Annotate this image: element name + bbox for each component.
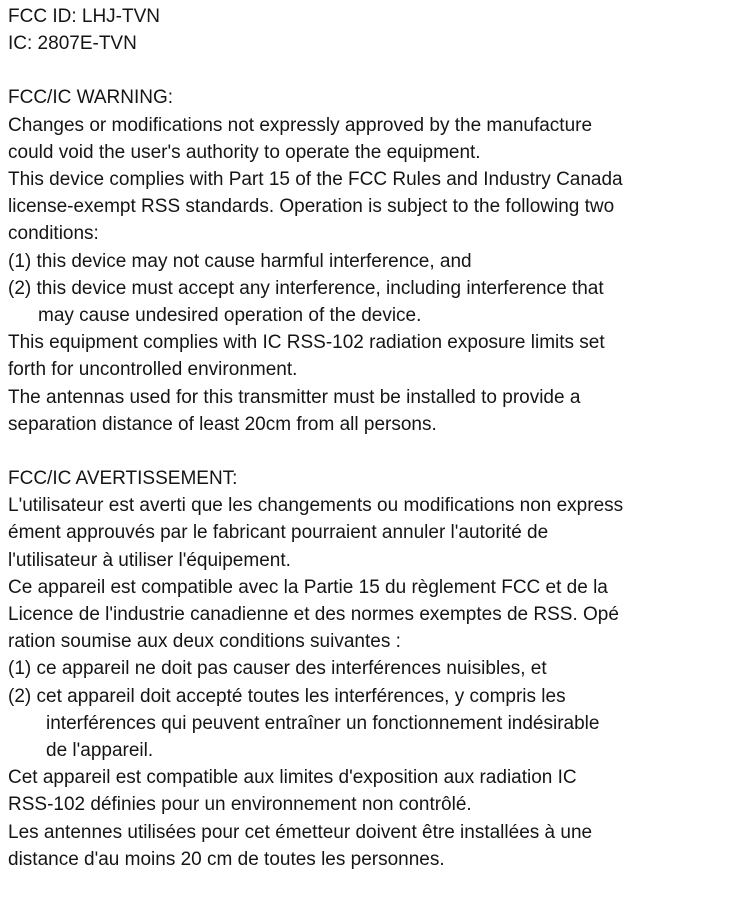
french-warning-line: Les antennes utilisées pour cet émetteur doivent être installées à une [8,821,593,843]
english-warning-line: forth for uncontrolled environment. [8,359,298,381]
french-warning-line: Ce appareil est compatible avec la Partie 15 du règlement FCC et de la [8,576,608,598]
french-warning-line: RSS-102 définies pour un environnement non contrôlé. [8,794,472,816]
french-condition-1: (1) ce appareil ne doit pas causer des interférences nuisibles, et [8,658,547,680]
ic-number: IC: 2807E-TVN [8,33,137,55]
french-condition-2-continued: interférences qui peuvent entraîner un fonctionnement indésirable [46,712,600,734]
english-warning-line: could void the user's authority to operate the equipment. [8,141,481,163]
english-warning-heading: FCC/IC WARNING: [8,87,174,109]
french-condition-2-continued: de l'appareil. [46,740,154,762]
french-condition-2: (2) cet appareil doit accepté toutes les interférences, y compris les [8,685,566,707]
english-warning-line: This equipment complies with IC RSS-102 radiation exposure limits set [8,332,605,354]
regulatory-notice [8,3,746,873]
french-warning-line: ément approuvés par le fabricant pourraient annuler l'autorité de [8,522,549,544]
section-spacer [8,57,746,84]
english-warning-line: Changes or modifications not expressly approved by the manufacture [8,114,593,136]
english-warning-line: This device complies with Part 15 of the FCC Rules and Industry Canada [8,169,623,191]
french-warning-line: Cet appareil est compatible aux limites d'exposition aux radiation IC [8,767,577,789]
english-warning-line: conditions: [8,223,99,245]
section-spacer [8,438,746,465]
english-condition-2-continued: may cause undesired operation of the device. [38,305,422,327]
french-warning-line: L'utilisateur est averti que les changements ou modifications non express [8,495,624,517]
english-condition-1: (1) this device may not cause harmful interference, and [8,250,472,272]
french-warning-line: Licence de l'industrie canadienne et des normes exemptes de RSS. Opé [8,604,619,626]
french-warning-section [8,465,746,873]
english-warning-line: The antennas used for this transmitter must be installed to provide a [8,386,581,408]
french-warning-heading: FCC/IC AVERTISSEMENT: [8,468,238,490]
french-warning-line: l'utilisateur à utiliser l'équipement. [8,549,291,571]
english-warning-section [8,84,746,438]
french-warning-line: distance d'au moins 20 cm de toutes les personnes. [8,848,445,870]
french-warning-line: ration soumise aux deux conditions suivantes : [8,631,401,653]
english-condition-2: (2) this device must accept any interference, including interference that [8,277,604,299]
fcc-id: FCC ID: LHJ-TVN [8,6,160,27]
english-warning-line: separation distance of least 20cm from all persons. [8,413,437,435]
english-warning-line: license-exempt RSS standards. Operation is subject to the following two [8,196,615,218]
